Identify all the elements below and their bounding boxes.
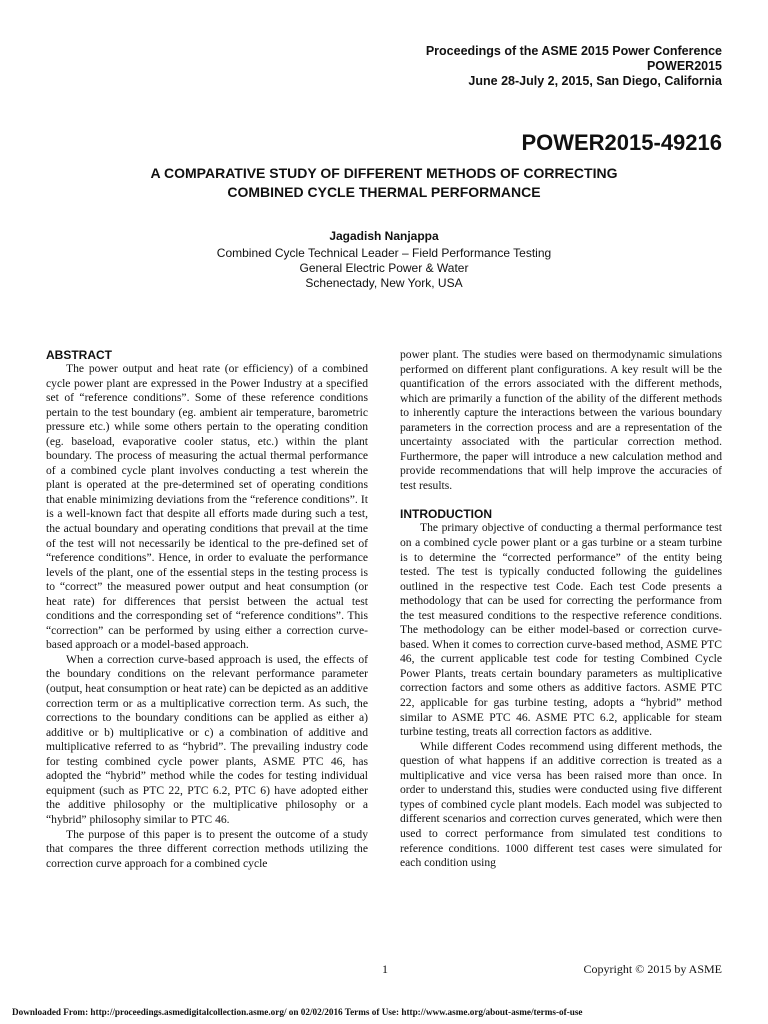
author-name: Jagadish Nanjappa (329, 229, 439, 243)
conference-header (426, 44, 722, 89)
abstract-continuation: power plant. The studies were based on thermodynamic simulations performed on different plant configurations. A key result will be the quantification of the errors associated with the different methods, which are primarily a function of the ability of the different methods to inherently capture the interactions between the various boundary parameters in the correction process and are a representation of the uncertainty associated with the particular correction method. Furthermore, the paper will introduce a new calculation method and provide recommendations that will help improve the accuracies of test results. (400, 348, 722, 492)
abstract-heading: ABSTRACT (46, 348, 112, 362)
copyright-notice: Copyright © 2015 by ASME (583, 962, 722, 976)
introduction-heading: INTRODUCTION (400, 507, 492, 522)
title-line-2: COMBINED CYCLE THERMAL PERFORMANCE (227, 184, 541, 200)
introduction-paragraph: The primary objective of conducting a thermal performance test on a combined cycle power plant or a gas turbine or a steam turbine is to determine the “corrected performance” of the entity being tested. The test is typically conducted following the guidelines outlined in the respective test Code. Each test Code presents a methodology that can be used for correcting the performance from the test measured conditions to the respective reference conditions. The methodology can be either model-based or correction curve-based. When it comes to correction curve-based method, ASME PTC 46, the current applicable test code for testing Combined Cycle Power Plants, treats certain boundary parameters as multiplicative correction factors and some others as additive factors. ASME PTC 22, applicable for gas turbine testing, adopts a “hybrid” method similar to ASME PTC 46. ASME PTC 6.2, applicable for steam turbine testing, treats all correction factors as additive. (400, 521, 722, 739)
conference-name: Proceedings of the ASME 2015 Power Conference (425, 44, 722, 58)
paper-number: POWER2015-49216 (521, 130, 722, 155)
author-block (0, 229, 768, 291)
author-location: Schenectady, New York, USA (305, 276, 463, 290)
page-number: 1 (382, 962, 388, 976)
left-column (46, 348, 368, 871)
conference-code: POWER2015 (646, 59, 722, 73)
abstract-paragraph: The purpose of this paper is to present the outcome of a study that compares the three different correction methods utilizing the correction curve approach for a combined cycle (46, 827, 368, 870)
right-column (400, 348, 722, 871)
abstract-paragraph: The power output and heat rate (or efficiency) of a combined cycle power plant are expressed in the Power Industry at a specified set of “reference conditions”. Some of these reference conditions pertain to the test boundary (eg. ambient air temperature, barometric pressure etc.) while some others pertain to the operating condition (eg. baseload, evaporative cooler status, etc.) within the plant boundary. The process of measuring the actual thermal performance of a combined cycle plant involves conducting a test wherein the plant is operated at the pre-determined set of operating conditions that enable minimizing deviations from the “reference conditions”. It is a well-known fact that despite all efforts made during such a test, the actual boundary and operating conditions that prevail at the time of the test will not necessarily be identical to the pre-defined set of “reference conditions”. Hence, in order to evaluate the performance levels of the plant, one of the essential steps in the testing process is to “correct” the measured power output and heat consumption (or heat rate) for differences that persist between the actual test conditions and the corresponding set of “reference conditions”. This “correction” can be performed by using either a correction curve-based approach or a model-based approach. (46, 362, 368, 652)
title-line-1: A COMPARATIVE STUDY OF DIFFERENT METHODS OF CORRECTING (150, 165, 618, 181)
download-notice: Downloaded From: http://proceedings.asmedigitalcollection.asme.org/ on 02/02/2016 Terms of Use: http://www.asme.org/about-asme/terms-of-use (12, 1007, 583, 1017)
author-role: Combined Cycle Technical Leader – Field Performance Testing (216, 246, 552, 260)
introduction-paragraph: While different Codes recommend using different methods, the question of what happens if an additive correction is treated as a multiplicative and vice versa has been raised more than once. In order to understand this, studies were conducted using five different types of combined cycle plant models. Each model was subjected to different scenarios and correction curves generated, which were then used to correct performance from simulated test conditions to reference conditions. 1000 different test cases were simulated for each condition using (400, 739, 722, 870)
conference-dates: June 28-July 2, 2015, San Diego, California (468, 74, 722, 88)
paper-title (0, 164, 768, 202)
abstract-paragraph: When a correction curve-based approach is used, the effects of the boundary conditions on the relevant performance parameter (output, heat consumption or heat rate) can be depicted as an additive correction term or as a multiplicative correction term. As such, the corrections to the boundary conditions can be applied as either a) additive or b) multiplicative or c) a combination of additive and multiplicative referred to as “hybrid”. The prevailing industry code for testing combined cycle power plants, ASME PTC 46, has adopted the “hybrid” method while the codes for testing individual equipment (such as PTC 22, PTC 6.2, PTC 6) have adopted either the additive philosophy or the multiplicative philosophy or a “hybrid” philosophy similar to PTC 46. (46, 652, 368, 826)
author-organization: General Electric Power & Water (299, 261, 469, 275)
